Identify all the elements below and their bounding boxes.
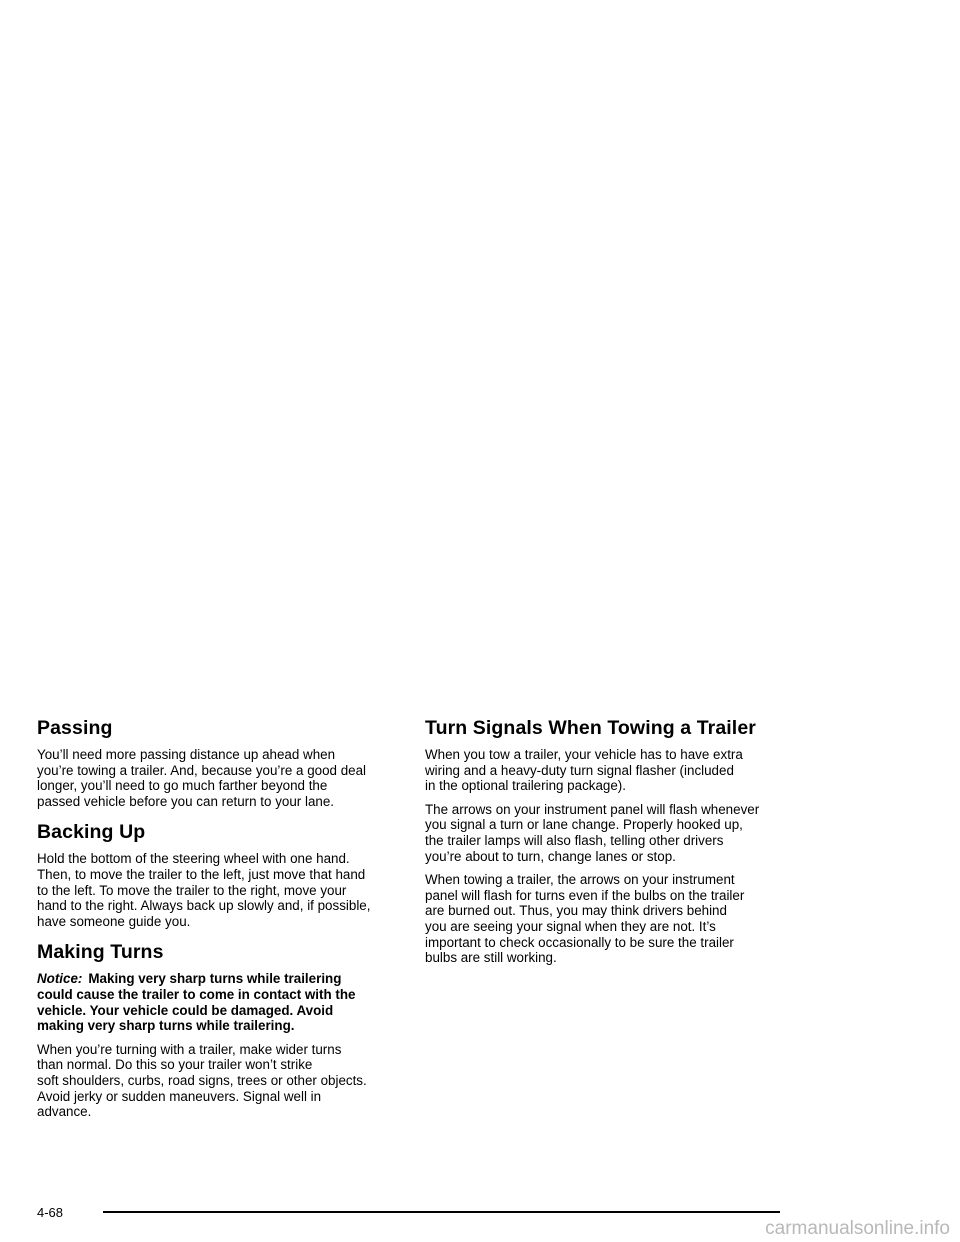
paragraph-backing-up: Hold the bottom of the steering wheel with one hand. Then, to move the trailer to the left, just move that hand to the left. To move the trailer to the right, move your hand to the right. Always back up slowly and, if possible, have someone guide you.: [37, 851, 371, 929]
paragraph-turn-signals-1: When you tow a trailer, your vehicle has to have extra wiring and a heavy-duty turn signal flasher (included in the optional trailering package).: [425, 747, 743, 794]
section-backing-up: [37, 821, 387, 929]
heading-passing: Passing: [37, 717, 113, 739]
paragraph-turn-signals-2: The arrows on your instrument panel will flash whenever you signal a turn or lane change. Properly hooked up, the trailer lamps will also flash, telling other drivers you’re about to turn, change lanes or stop.: [425, 801, 760, 864]
section-passing: [37, 717, 387, 809]
notice-label: Notice:: [37, 971, 83, 987]
section-making-turns: [37, 941, 387, 1119]
paragraph-turn-signals-3: When towing a trailer, the arrows on your instrument panel will flash for turns even if the bulbs on the trailer are burned out. Thus, you may think drivers behind you are seeing your signal when they are not. It’s important to check occasionally to be sure the trailer bulbs are still working.: [425, 872, 745, 966]
paragraph-making-turns: When you’re turning with a trailer, make wider turns than normal. Do this so your trailer won’t strike soft shoulders, curbs, road signs, trees or other objects. Avoid jerky or sudden maneuvers. Signal well in advance.: [37, 1041, 367, 1120]
notice-block: [37, 971, 387, 1033]
footer-rule: [103, 1211, 780, 1213]
paragraph-passing: You’ll need more passing distance up ahead when you’re towing a trailer. And, because you’re a good deal longer, you’ll need to go much farther beyond the passed vehicle before you can return to your lane.: [37, 747, 367, 809]
watermark: carmanualsonline.info: [765, 1218, 950, 1239]
heading-turn-signals: Turn Signals When Towing a Trailer: [425, 717, 756, 739]
page-number: 4-68: [37, 1205, 64, 1220]
notice-text: Making very sharp turns while trailering could cause the trailer to come in contact with the vehicle. Your vehicle could be damaged. Avoid making very sharp turns while trailering.: [37, 971, 356, 1034]
heading-backing-up: Backing Up: [37, 821, 146, 844]
heading-making-turns: Making Turns: [37, 941, 164, 964]
section-turn-signals: [425, 717, 795, 966]
left-column: [37, 717, 387, 1128]
right-column: [425, 717, 795, 974]
